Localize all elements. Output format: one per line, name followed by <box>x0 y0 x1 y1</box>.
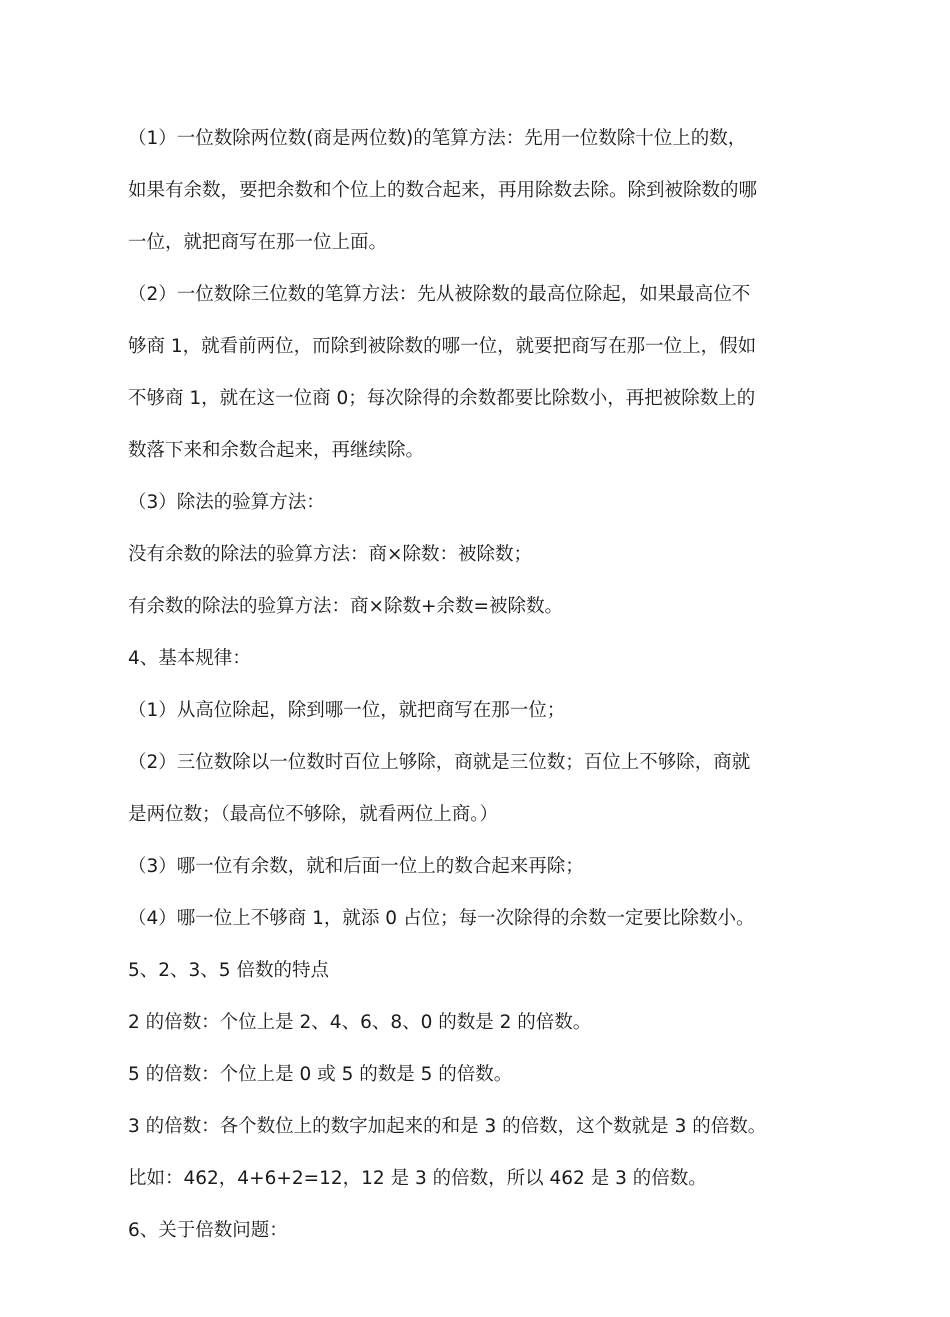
text-line: 2 的倍数：个位上是 2、4、6、8、0 的数是 2 的倍数。 <box>128 1012 592 1033</box>
section-heading: 6、关于倍数问题： <box>128 1220 288 1241</box>
text-line: （1）从高位除起，除到哪一位，就把商写在那一位； <box>128 700 566 721</box>
text-line: 数落下来和余数合起来，再继续除。 <box>128 440 425 461</box>
text-line: 有余数的除法的验算方法：商×除数+余数=被除数。 <box>128 596 564 617</box>
text-line: 是两位数；（最高位不够除，就看两位上商。） <box>128 804 499 825</box>
text-line: 够商 1，就看前两位，而除到被除数的哪一位，就要把商写在那一位上，假如 <box>128 336 757 357</box>
text-line: 没有余数的除法的验算方法：商×除数：被除数； <box>128 544 533 565</box>
text-line: （4）哪一位上不够商 1，就添 0 占位；每一次除得的余数一定要比除数小。 <box>128 908 755 929</box>
section-heading: 5、2、3、5 倍数的特点 <box>128 960 329 981</box>
text-line: （3）除法的验算方法： <box>128 492 325 513</box>
text-line: 一位，就把商写在那一位上面。 <box>128 232 388 253</box>
text-line: （1）一位数除两位数(商是两位数)的笔算方法：先用一位数除十位上的数， <box>128 128 747 149</box>
text-line: 如果有余数，要把余数和个位上的数合起来，再用除数去除。除到被除数的哪 <box>128 180 758 201</box>
text-line: 比如：462，4+6+2=12，12 是 3 的倍数，所以 462 是 3 的倍数。 <box>128 1168 707 1189</box>
section-heading: 4、基本规律： <box>128 648 251 669</box>
text-line: （2）三位数除以一位数时百位上够除，商就是三位数；百位上不够除，商就 <box>128 752 751 773</box>
text-line: 3 的倍数：各个数位上的数字加起来的和是 3 的倍数，这个数就是 3 的倍数。 <box>128 1116 767 1137</box>
text-line: 不够商 1，就在这一位商 0；每次除得的余数都要比除数小，再把被除数上的 <box>128 388 756 409</box>
text-line: 5 的倍数：个位上是 0 或 5 的数是 5 的倍数。 <box>128 1064 513 1085</box>
text-line: （3）哪一位有余数，就和后面一位上的数合起来再除； <box>128 856 584 877</box>
text-line: （2）一位数除三位数的笔算方法：先从被除数的最高位除起，如果最高位不 <box>128 284 751 305</box>
